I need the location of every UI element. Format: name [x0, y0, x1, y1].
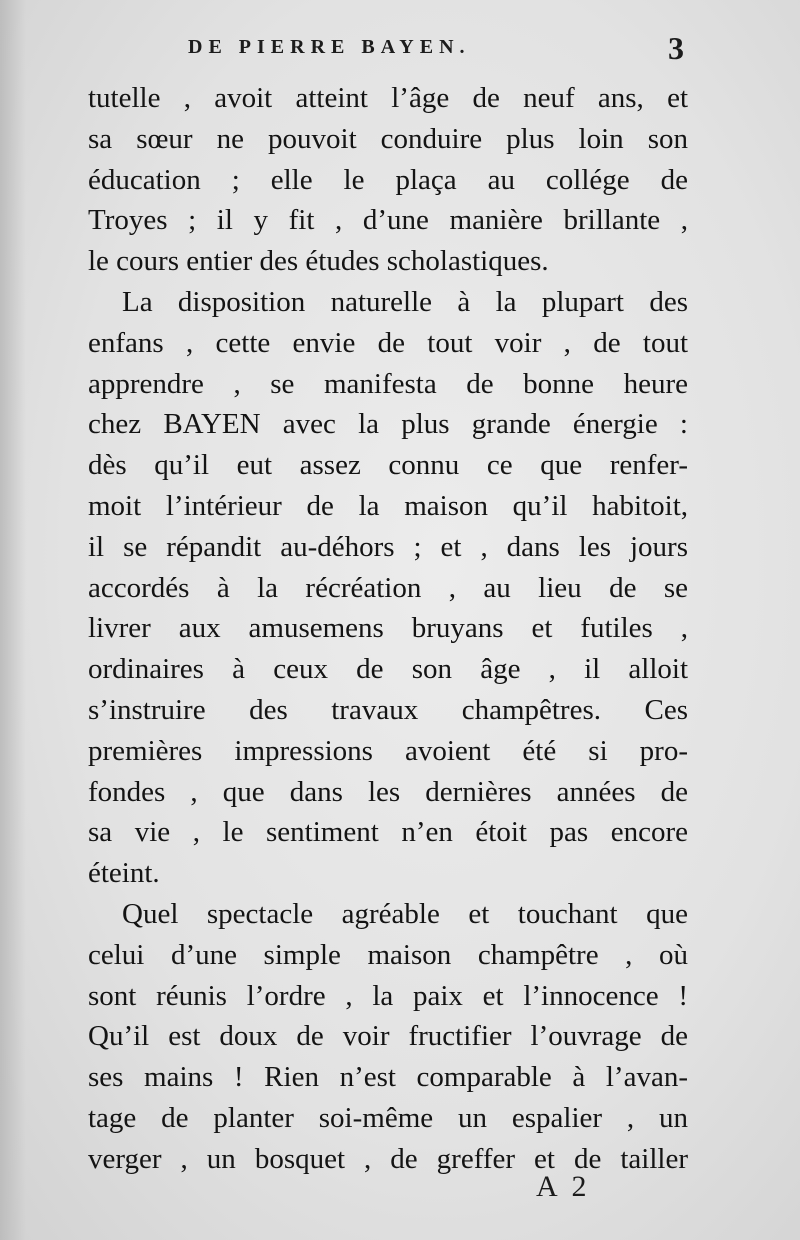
- text-line: celui d’une simple maison champêtre , où: [88, 938, 688, 971]
- text-line: Qu’il est doux de voir fructifier l’ouvrage de: [88, 1020, 688, 1053]
- text-line: éducation ; elle le plaça au collége de: [88, 163, 688, 196]
- text-line: sont réunis l’ordre , la paix et l’innocence !: [88, 979, 688, 1012]
- text-line: il se répandit au-déhors ; et , dans les jours: [88, 530, 688, 563]
- gutter-shadow: [0, 0, 26, 1240]
- text-line: moit l’intérieur de la maison qu’il habitoit,: [88, 489, 688, 522]
- text-line: fondes , que dans les dernières années de: [88, 775, 688, 808]
- text-line: ordinaires à ceux de son âge , il alloit: [88, 653, 688, 686]
- page-number: 3: [668, 30, 684, 66]
- text-line: premières impressions avoient été si pro-: [88, 734, 688, 767]
- text-line: dès qu’il eut assez connu ce que renfer-: [88, 449, 688, 482]
- body-text: [88, 78, 688, 1180]
- text-line: le cours entier des études scholastiques.: [88, 245, 549, 278]
- text-line: Troyes ; il y fit , d’une manière brillante ,: [88, 204, 688, 237]
- text-line: verger , un bosquet , de greffer et de tailler: [88, 1142, 688, 1175]
- text-line: enfans , cette envie de tout voir , de tout: [88, 326, 688, 359]
- text-line: éteint.: [88, 857, 160, 890]
- text-line: chez BAYEN avec la plus grande énergie :: [88, 408, 688, 441]
- text-line: apprendre , se manifesta de bonne heure: [88, 367, 688, 400]
- text-line: ses mains ! Rien n’est comparable à l’avan-: [88, 1061, 688, 1094]
- text-line: s’instruire des travaux champêtres. Ces: [88, 693, 688, 726]
- text-line: Quel spectacle agréable et touchant que: [122, 897, 688, 930]
- running-head: [92, 30, 688, 70]
- signature-mark: A 2: [536, 1170, 591, 1203]
- text-line: tutelle , avoit atteint l’âge de neuf ans, et: [88, 82, 688, 114]
- text-line: sa vie , le sentiment n’en étoit pas encore: [88, 816, 688, 849]
- text-line: tage de planter soi-même un espalier , un: [88, 1101, 688, 1134]
- running-title: DE PIERRE BAYEN.: [188, 36, 471, 58]
- text-line: accordés à la récréation , au lieu de se: [88, 571, 688, 604]
- text-line: sa sœur ne pouvoit conduire plus loin son: [88, 122, 688, 155]
- text-line: livrer aux amusemens bruyans et futiles ,: [88, 612, 688, 645]
- text-line: La disposition naturelle à la plupart des: [122, 285, 688, 318]
